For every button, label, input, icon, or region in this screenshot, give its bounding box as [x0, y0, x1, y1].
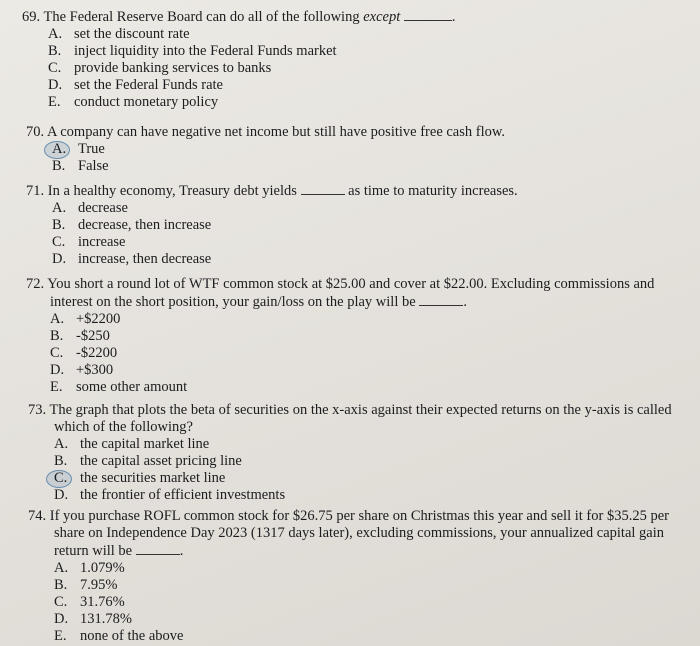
stem-text: You short a round lot of WTF common stock at $25.00 and cover at $22.00. Excluding commissions and — [47, 276, 655, 292]
option-d[interactable]: D. increase, then decrease — [52, 251, 212, 267]
question-number: 70. — [26, 124, 45, 140]
question-69 — [22, 8, 455, 111]
option-a[interactable]: A. set the discount rate — [48, 26, 190, 42]
stem-emphasis: except — [363, 9, 401, 25]
answer-blank — [404, 8, 452, 21]
stem-text: The Federal Reserve Board can do all of the following — [43, 9, 364, 25]
option-d[interactable]: D. +$300 — [50, 362, 114, 378]
option-e[interactable]: E. conduct monetary policy — [48, 94, 219, 110]
option-b[interactable]: B. decrease, then increase — [52, 217, 212, 233]
option-a-marked[interactable]: A. True — [52, 141, 505, 158]
option-c-marked[interactable]: C. the securities market line — [54, 470, 672, 487]
stem-text-after: as time to maturity increases. — [348, 183, 518, 199]
stem-text: return will be — [54, 543, 133, 559]
answer-blank — [301, 182, 345, 195]
question-stem-line-3: return will be . — [54, 543, 184, 559]
option-e[interactable]: E. some other amount — [50, 379, 188, 395]
question-stem-line-2 — [54, 525, 669, 542]
option-list — [54, 560, 669, 645]
option-c[interactable]: C. provide banking services to banks — [48, 60, 272, 76]
option-b[interactable]: B. False — [52, 158, 109, 174]
question-72 — [26, 276, 654, 396]
question-stem-line-2: interest on the short position, your gain/loss on the play will be . — [50, 294, 467, 310]
option-b[interactable]: B. inject liquidity into the Federal Funds market — [48, 43, 337, 59]
option-c[interactable]: C. -$2200 — [50, 345, 118, 361]
option-a[interactable]: A. 1.079% — [54, 560, 125, 576]
stem-text: A company can have negative net income but still have positive free cash flow. — [46, 124, 506, 140]
question-stem-line-1 — [26, 276, 654, 293]
option-b[interactable]: B. -$250 — [50, 328, 110, 344]
option-a[interactable]: A. the capital market line — [54, 436, 210, 452]
option-a[interactable]: A. +$2200 — [50, 311, 121, 327]
option-d[interactable]: D. 131.78% — [54, 611, 132, 627]
question-73 — [28, 402, 672, 504]
stem-text: which of the following? — [54, 419, 193, 435]
question-stem-line-1 — [28, 402, 672, 419]
option-list — [50, 311, 654, 396]
question-74 — [28, 508, 669, 645]
option-a[interactable]: A. decrease — [52, 200, 128, 216]
question-stem-line-1 — [28, 508, 669, 525]
question-number: 74. — [28, 508, 47, 524]
question-stem — [26, 124, 505, 141]
option-list — [48, 26, 455, 111]
option-c[interactable]: C. 31.76% — [54, 594, 125, 610]
option-e[interactable]: E. none of the above — [54, 628, 184, 644]
question-number: 69. — [22, 9, 41, 25]
question-stem-line-2 — [54, 419, 672, 436]
option-b[interactable]: B. the capital asset pricing line — [54, 453, 242, 469]
question-number: 72. — [26, 276, 45, 292]
option-b[interactable]: B. 7.95% — [54, 577, 118, 593]
question-71 — [26, 182, 518, 268]
question-number: 71. — [26, 183, 45, 199]
stem-text: In a healthy economy, Treasury debt yields — [47, 183, 297, 199]
option-d[interactable]: D. set the Federal Funds rate — [48, 77, 223, 93]
question-stem: 69. The Federal Reserve Board can do all of the following except . — [22, 9, 456, 25]
answer-blank — [136, 542, 180, 555]
stem-text: interest on the short position, your gain/loss on the play will be — [50, 294, 416, 310]
question-70 — [26, 124, 505, 175]
stem-text: If you purchase ROFL common stock for $26.75 per share on Christmas this year and sell it for $35.25 per — [49, 508, 669, 524]
option-list — [54, 436, 672, 504]
question-number: 73. — [28, 402, 47, 418]
answer-blank — [419, 293, 463, 306]
option-d[interactable]: D. the frontier of efficient investments — [54, 487, 286, 503]
option-c[interactable]: C. increase — [52, 234, 126, 250]
stem-text: The graph that plots the beta of securities on the x-axis against their expected returns on the y-axis is called — [49, 402, 672, 418]
question-stem — [26, 182, 518, 200]
option-list — [52, 141, 505, 175]
stem-text: share on Independence Day 2023 (1317 days later), excluding commissions, your annualized capital gain — [54, 525, 665, 541]
option-list — [52, 200, 518, 268]
